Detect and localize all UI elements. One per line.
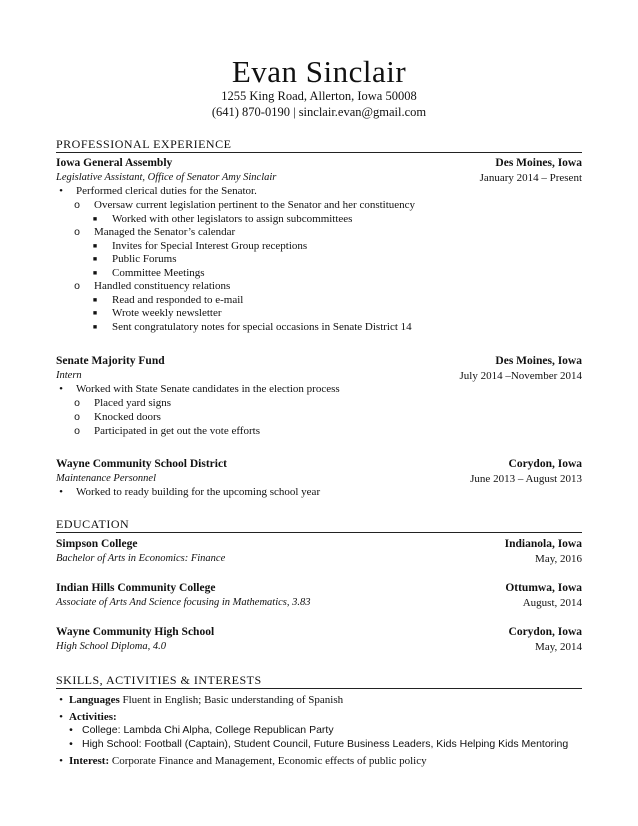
bullet-icon: • <box>59 755 63 767</box>
school-name: Wayne Community High School <box>56 626 215 638</box>
bullet-icon: • <box>59 711 63 723</box>
list-item-text: Worked with other legislators to assign subcommittees <box>112 213 353 225</box>
school-header <box>56 625 582 639</box>
bullet-icon: • <box>59 383 63 395</box>
school-subheader <box>56 596 582 610</box>
degree: High School Diploma, 4.0 <box>56 641 166 652</box>
list-item-text: Worked to ready building for the upcoming school year <box>76 486 321 498</box>
section-heading-education: EDUCATION <box>56 517 582 533</box>
section-heading-experience: PROFESSIONAL EXPERIENCE <box>56 137 582 153</box>
job-location: Des Moines, Iowa <box>495 157 582 169</box>
square-bullet-icon: ■ <box>92 296 98 304</box>
list-item-text: Invites for Special Interest Group receptions <box>112 240 308 252</box>
list-item-text: Wrote weekly newsletter <box>112 307 222 319</box>
school-header <box>56 537 582 551</box>
job-subheader <box>56 369 582 383</box>
square-bullet-icon: ■ <box>92 269 98 277</box>
sub-bullet-icon: o <box>74 411 80 423</box>
job-header <box>56 354 582 368</box>
job-title: Maintenance Personnel <box>56 473 157 484</box>
list-item-text: Committee Meetings <box>112 267 205 279</box>
square-bullet-icon: ■ <box>92 309 98 317</box>
list-item-text: Public Forums <box>112 253 177 265</box>
sub-bullet-icon: o <box>74 280 80 292</box>
sub-bullet-icon: o <box>74 226 80 238</box>
bullet-icon: • <box>69 724 73 736</box>
skills-label: Activities: <box>69 711 117 723</box>
job-org: Iowa General Assembly <box>56 157 173 169</box>
list-item-text: Managed the Senator’s calendar <box>94 226 236 238</box>
degree: Associate of Arts And Science focusing in Mathematics, 3.83 <box>56 597 311 608</box>
skills-value: Fluent in English; Basic understanding of Spanish <box>122 694 344 706</box>
skills-value: Corporate Finance and Management, Economic effects of public policy <box>111 755 427 767</box>
sub-bullet-icon: o <box>74 199 80 211</box>
list-item-text: Participated in get out the vote efforts <box>94 425 260 437</box>
job-header <box>56 156 582 170</box>
sub-bullet-icon: o <box>74 425 80 437</box>
square-bullet-icon: ■ <box>92 323 98 331</box>
skills-label: Languages <box>69 694 120 706</box>
list-item-text: Sent congratulatory notes for special occasions in Senate District 14 <box>112 321 412 333</box>
school-name: Indian Hills Community College <box>56 582 216 594</box>
school-location: Ottumwa, Iowa <box>505 582 582 594</box>
job-dates: July 2014 –November 2014 <box>459 370 582 382</box>
skills-label: Interest: <box>69 755 110 767</box>
square-bullet-icon: ■ <box>92 215 98 223</box>
address: 1255 King Road, Allerton, Iowa 50008 <box>221 89 417 103</box>
job-subheader <box>56 171 582 185</box>
job-title: Intern <box>56 370 82 381</box>
degree-date: May, 2014 <box>535 641 582 653</box>
degree-date: May, 2016 <box>535 553 582 565</box>
list-item-text: Handled constituency relations <box>94 280 231 292</box>
list-item-text: High School: Football (Captain), Student Council, Future Business Leaders, Kids Helping Kids Mentoring <box>82 738 569 750</box>
bullet-icon: • <box>59 694 63 706</box>
degree-date: August, 2014 <box>522 597 582 609</box>
school-subheader <box>56 640 582 654</box>
job-org: Wayne Community School District <box>56 458 227 470</box>
contact-info: (641) 870-0190 | sinclair.evan@gmail.com <box>211 105 427 119</box>
list-item-text: Knocked doors <box>94 411 161 423</box>
list-item-text: Read and responded to e-mail <box>112 294 244 306</box>
job-dates: June 2013 – August 2013 <box>470 473 582 485</box>
job-dates: January 2014 – Present <box>479 172 582 184</box>
job-title: Legislative Assistant, Office of Senator Amy Sinclair <box>56 172 277 183</box>
school-subheader <box>56 552 582 566</box>
list-item-text: Worked with State Senate candidates in the election process <box>76 383 340 395</box>
degree: Bachelor of Arts in Economics: Finance <box>56 553 226 564</box>
list-item-text: College: Lambda Chi Alpha, College Republican Party <box>82 724 334 736</box>
square-bullet-icon: ■ <box>92 255 98 263</box>
job-location: Des Moines, Iowa <box>495 355 582 367</box>
list-item-text: Oversaw current legislation pertinent to the Senator and her constituency <box>94 199 416 211</box>
school-name: Simpson College <box>56 538 138 550</box>
list-item-text: Performed clerical duties for the Senator. <box>76 185 257 197</box>
job-org: Senate Majority Fund <box>56 355 165 367</box>
school-location: Corydon, Iowa <box>508 626 582 638</box>
list-item-text: Placed yard signs <box>94 397 171 409</box>
job-header <box>56 457 582 471</box>
square-bullet-icon: ■ <box>92 242 98 250</box>
job-location: Corydon, Iowa <box>508 458 582 470</box>
school-location: Indianola, Iowa <box>504 538 582 550</box>
school-header <box>56 581 582 595</box>
resume-name: Evan Sinclair <box>231 54 407 89</box>
sub-bullet-icon: o <box>74 397 80 409</box>
job-subheader <box>56 472 582 486</box>
bullet-icon: • <box>69 738 73 750</box>
section-heading-skills: SKILLS, ACTIVITIES & INTERESTS <box>56 673 582 689</box>
bullet-icon: • <box>59 486 63 498</box>
bullet-icon: • <box>59 185 63 197</box>
